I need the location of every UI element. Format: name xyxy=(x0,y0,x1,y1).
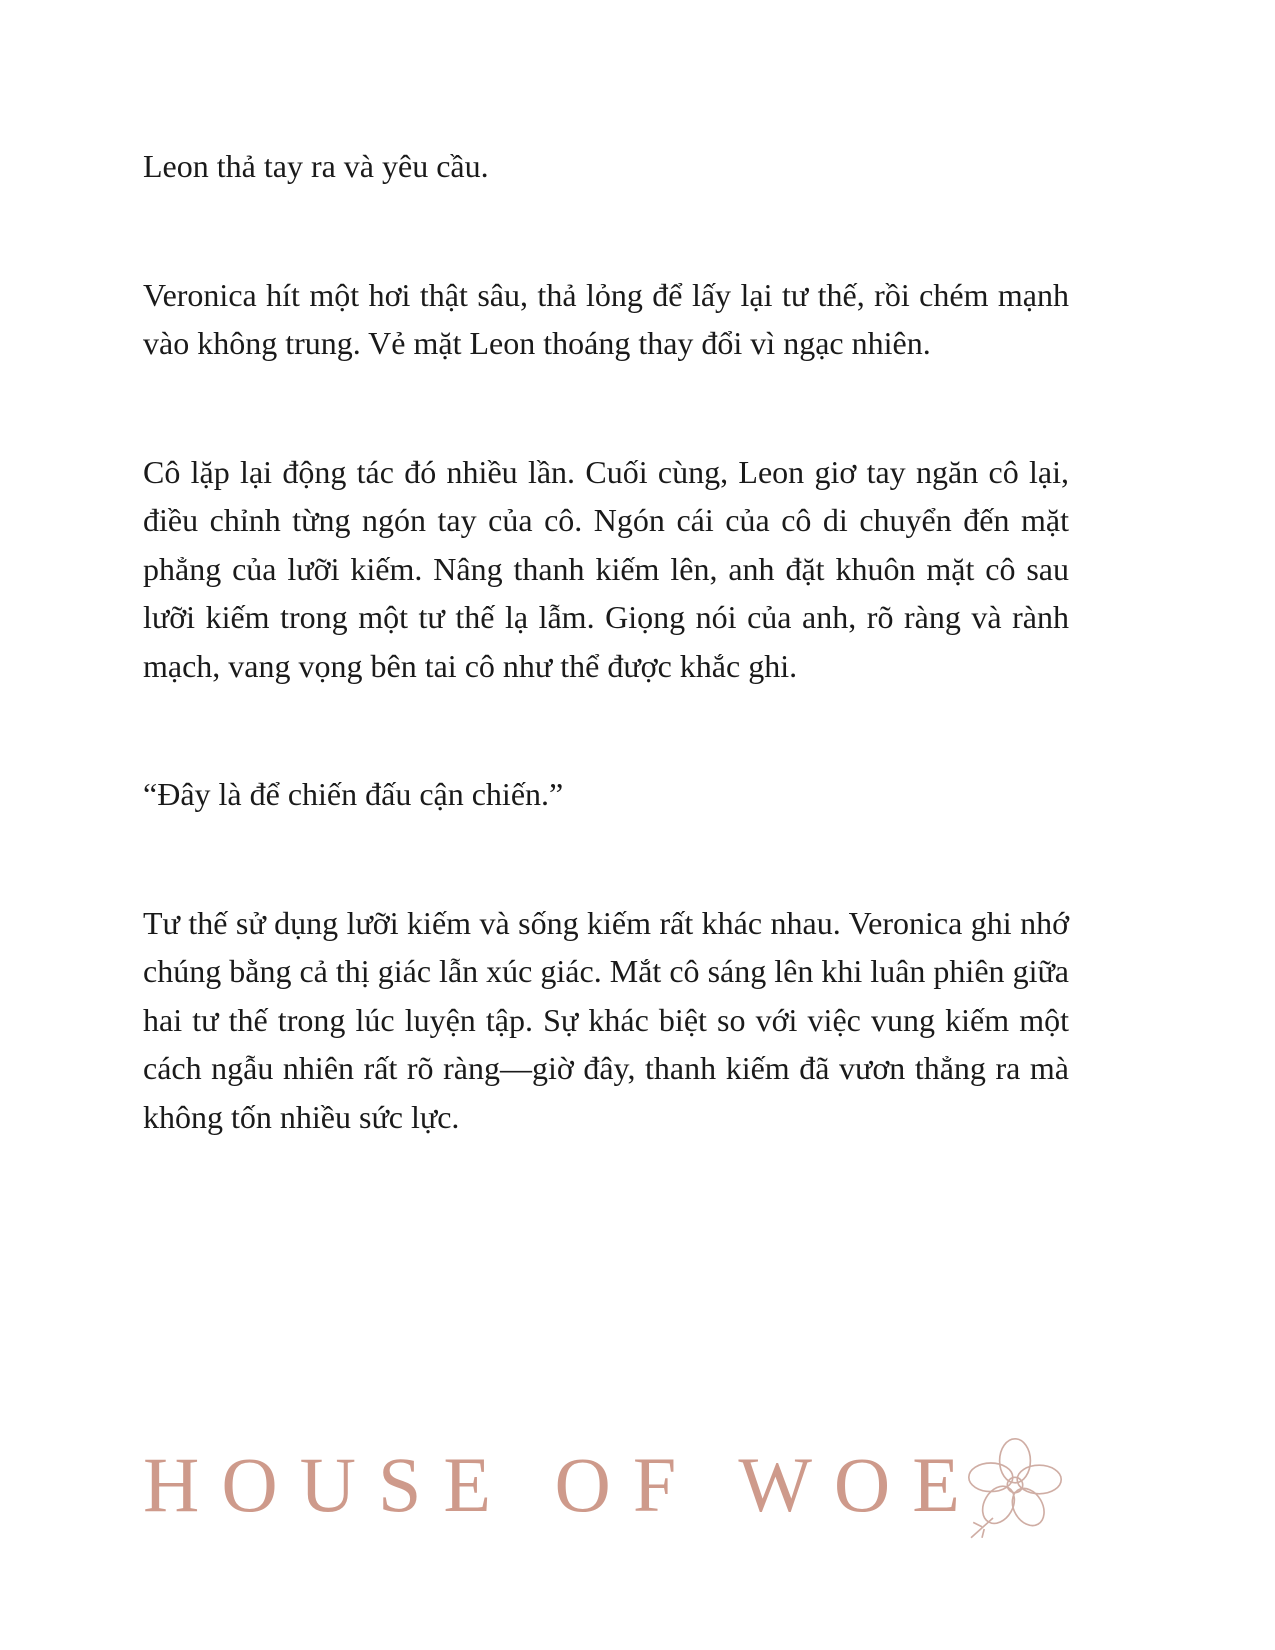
paragraph-4: “Đây là để chiến đấu cận chiến.” xyxy=(143,776,564,812)
flower-watermark-icon xyxy=(960,1430,1070,1540)
paragraph-2: Veronica hít một hơi thật sâu, thả lỏng để lấy lại tư thế, rồi chém mạnh vào không trung. Vẻ mặt Leon thoáng thay đổi vì ngạc nhiên. xyxy=(143,276,1069,361)
document-body xyxy=(143,142,1069,1221)
paragraph-3: Cô lặp lại động tác đó nhiều lần. Cuối cùng, Leon giơ tay ngăn cô lại, điều chỉnh từng ngón tay của cô. Ngón cái của cô di chuyển đến mặt phẳng của lưỡi kiếm. Nâng thanh kiếm lên, anh đặt khuôn mặt cô sau lưỡi kiếm trong một tư thế lạ lẫm. Giọng nói của anh, rõ ràng và rành mạch, vang vọng bên tai cô như thể được khắc ghi. xyxy=(143,453,1069,684)
paragraph-5: Tư thế sử dụng lưỡi kiếm và sống kiếm rất khác nhau. Veronica ghi nhớ chúng bằng cả thị giác lẫn xúc giác. Mắt cô sáng lên khi luân phiên giữa hai tư thế trong lúc luyện tập. Sự khác biệt so với việc vung kiếm một cách ngẫu nhiên rất rõ ràng—giờ đây, thanh kiếm đã vươn thẳng ra mà không tốn nhiều sức lực. xyxy=(143,904,1069,1135)
paragraph-1: Leon thả tay ra và yêu cầu. xyxy=(143,148,489,184)
watermark-text: HOUSE OF WOE xyxy=(143,1441,982,1528)
